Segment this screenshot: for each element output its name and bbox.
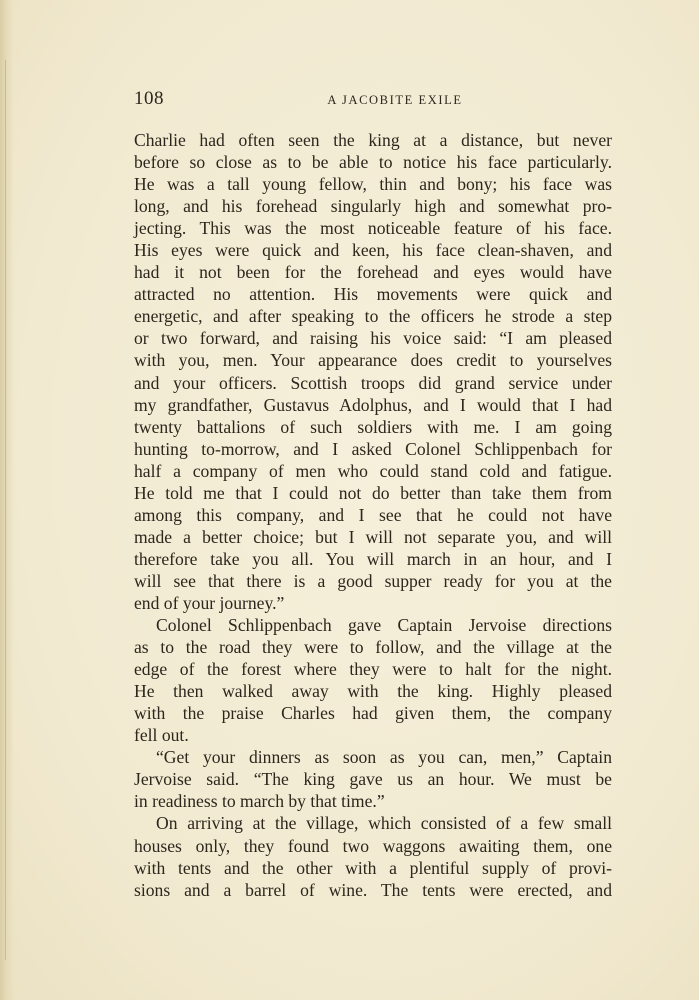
- text-line: fell out.: [134, 725, 189, 746]
- gutter-crease: [5, 60, 6, 960]
- text-line: half a company of men who could stand cold and fatigue.: [134, 460, 612, 481]
- text-line: with you, men. Your appearance does credit to yourselves: [134, 350, 612, 371]
- text-line: made a better choice; but I will not separate you, and will: [134, 526, 612, 547]
- page-header: [134, 88, 612, 114]
- text-line: houses only, they found two waggons awaiting them, one: [134, 835, 612, 856]
- text-line: twenty battalions of such soldiers with me. I am going: [134, 416, 612, 437]
- text-line: “Get your dinners as soon as you can, men,” Captain: [156, 747, 612, 768]
- text-line: He told me that I could not do better than take them from: [134, 482, 612, 503]
- text-line: had it not been for the forehead and eyes would have: [134, 262, 612, 283]
- text-line: and your officers. Scottish troops did grand service under: [134, 372, 612, 393]
- text-line: edge of the forest where they were to halt for the night.: [134, 659, 612, 680]
- text-line: He then walked away with the king. Highly pleased: [134, 681, 612, 702]
- text-line: Charlie had often seen the king at a distance, but never: [134, 130, 612, 150]
- text-line: On arriving at the village, which consisted of a few small: [156, 813, 612, 834]
- text-line: energetic, and after speaking to the officers he strode a step: [134, 306, 612, 327]
- text-line: will see that there is a good supper ready for you at the: [134, 570, 612, 591]
- page-number: 108: [134, 88, 164, 109]
- text-line: He was a tall young fellow, thin and bony; his face was: [134, 174, 612, 195]
- body-text: [134, 129, 612, 901]
- text-line: my grandfather, Gustavus Adolphus, and I would that I had: [134, 394, 612, 415]
- text-line: end of your journey.”: [134, 592, 285, 613]
- text-line: with the praise Charles had given them, the company: [134, 703, 612, 724]
- text-line: with tents and the other with a plentiful supply of provi-: [134, 857, 612, 878]
- text-line: long, and his forehead singularly high and somewhat pro-: [134, 196, 612, 217]
- text-line: His eyes were quick and keen, his face clean-shaven, and: [134, 240, 612, 261]
- page-gutter-shadow: [0, 0, 14, 1000]
- text-line: hunting to-morrow, and I asked Colonel Schlippenbach for: [134, 438, 612, 459]
- text-line: among this company, and I see that he could not have: [134, 504, 612, 525]
- text-line: or two forward, and raising his voice said: “I am pleased: [134, 328, 612, 349]
- text-line: before so close as to be able to notice his face particularly.: [134, 152, 612, 173]
- running-head: A JACOBITE EXILE: [327, 93, 463, 107]
- text-line: Jervoise said. “The king gave us an hour. We must be: [134, 769, 612, 790]
- text-line: jecting. This was the most noticeable feature of his face.: [134, 218, 612, 239]
- text-line: sions and a barrel of wine. The tents were erected, and: [134, 879, 612, 900]
- text-line: as to the road they were to follow, and the village at the: [134, 637, 612, 658]
- text-line: Colonel Schlippenbach gave Captain Jervoise directions: [156, 615, 612, 636]
- text-line: in readiness to march by that time.”: [134, 791, 385, 812]
- text-line: attracted no attention. His movements were quick and: [134, 284, 612, 305]
- text-line: therefore take you all. You will march in an hour, and I: [134, 548, 612, 569]
